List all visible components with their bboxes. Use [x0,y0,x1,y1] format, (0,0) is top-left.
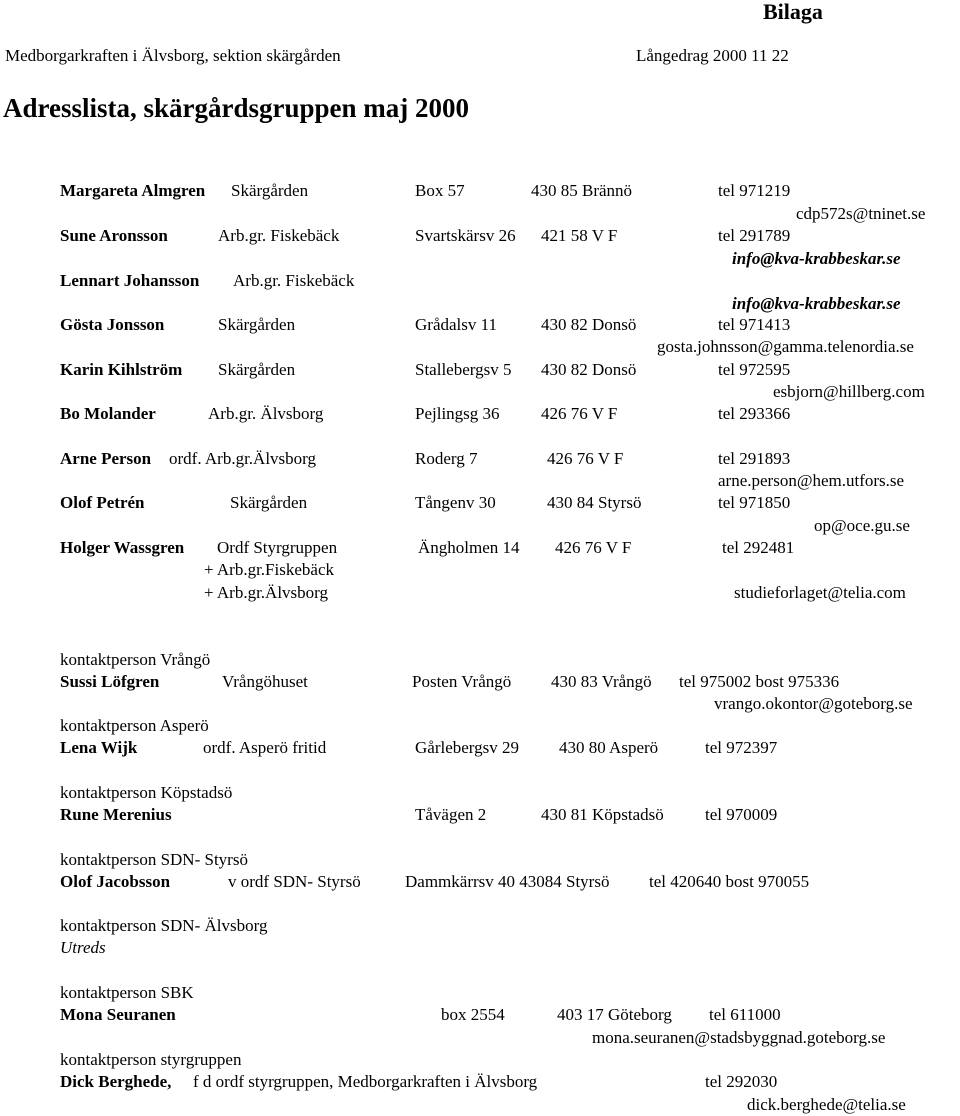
member-email: esbjorn@hillberg.com [773,382,925,401]
member-group: Ordf Styrgruppen [217,538,338,557]
member-street: Box 57 [415,181,465,200]
member-email: studieforlaget@telia.com [734,583,906,602]
page-title: Adresslista, skärgårdsgruppen maj 2000 [3,93,470,123]
member-postal: 430 82 Donsö [541,360,637,379]
contact-role: kontaktperson Vrångö [60,650,211,669]
contact-postal: 403 17 Göteborg [557,1005,672,1024]
member-name: Karin Kihlström [60,360,183,379]
contact-role: kontaktperson SBK [60,983,194,1002]
member-group-tertiary: + Arb.gr.Älvsborg [204,583,329,602]
contact-email: vrango.okontor@goteborg.se [714,694,913,713]
contact-role: kontaktperson Köpstadsö [60,783,233,802]
contact-phone: tel 970009 [705,805,778,824]
member-postal: 430 84 Styrsö [547,493,642,512]
contact-street: Gårlebergsv 29 [415,738,520,757]
contact-phone: tel 975002 bost 975336 [679,672,840,691]
contact-postal: 430 80 Asperö [559,738,659,757]
member-email: info@kva-krabbeskar.se [732,249,901,268]
member-postal: 426 76 V F [547,449,624,468]
member-postal: 426 76 V F [555,538,632,557]
member-postal: 430 82 Donsö [541,315,637,334]
member-postal: 421 58 V F [541,226,618,245]
contact-org: ordf. Asperö fritid [203,738,327,757]
member-group: Skärgården [218,315,296,334]
member-postal: 430 85 Brännö [531,181,633,200]
contact-email: mona.seuranen@stadsbyggnad.goteborg.se [592,1028,886,1047]
member-street: Tångenv 30 [415,493,496,512]
member-group: Arb.gr. Fiskebäck [233,271,355,290]
member-name: Gösta Jonsson [60,315,165,334]
contact-phone: tel 420640 bost 970055 [649,872,810,891]
contact-org: Vrångöhuset [222,672,308,691]
place-date: Långedrag 2000 11 22 [636,46,789,65]
member-group: Arb.gr. Fiskebäck [218,226,340,245]
member-name: Margareta Almgren [60,181,206,200]
member-group: Skärgården [218,360,296,379]
member-group: ordf. Arb.gr.Älvsborg [169,449,317,468]
member-email: op@oce.gu.se [814,516,910,535]
organization-name: Medborgarkraften i Älvsborg, sektion skärgården [5,46,341,65]
member-email: cdp572s@tninet.se [796,204,926,223]
member-phone: tel 972595 [718,360,791,379]
contact-role: kontaktperson styrgruppen [60,1050,242,1069]
member-name: Holger Wassgren [60,538,185,557]
contact-role: kontaktperson Asperö [60,716,209,735]
contact-role: kontaktperson SDN- Styrsö [60,850,248,869]
contact-name: Mona Seuranen [60,1005,176,1024]
member-group: Skärgården [230,493,308,512]
member-email: arne.person@hem.utfors.se [718,471,905,490]
appendix-label: Bilaga [763,0,823,24]
contact-phone: tel 611000 [709,1005,781,1024]
contact-phone: tel 292030 [705,1072,778,1091]
contact-org: f d ordf styrgruppen, Medborgarkraften i Älvsborg [193,1072,538,1091]
contact-name: Lena Wijk [60,738,138,757]
contact-postal: 430 81 Köpstadsö [541,805,664,824]
contact-street: Posten Vrångö [412,672,512,691]
member-group: Skärgården [231,181,309,200]
contact-name: Rune Merenius [60,805,172,824]
member-name: Bo Molander [60,404,156,423]
member-street: Ängholmen 14 [418,538,520,557]
contact-street: box 2554 [441,1005,505,1024]
contact-street: Tåvägen 2 [415,805,487,824]
member-street: Pejlingsg 36 [415,404,500,423]
contact-email: dick.berghede@telia.se [747,1095,906,1114]
contact-name: Dick Berghede, [60,1072,172,1091]
contact-postal: 430 83 Vrångö [551,672,652,691]
member-name: Olof Petrén [60,493,145,512]
member-phone: tel 291893 [718,449,791,468]
member-name: Lennart Johansson [60,271,200,290]
contact-role: kontaktperson SDN- Älvsborg [60,916,268,935]
contact-street: Dammkärrsv 40 43084 Styrsö [405,872,610,891]
member-street: Svartskärsv 26 [415,226,516,245]
member-email: gosta.johnsson@gamma.telenordia.se [657,337,914,356]
member-group: Arb.gr. Älvsborg [208,404,324,423]
member-phone: tel 291789 [718,226,791,245]
contact-name: Olof Jacobsson [60,872,171,891]
member-phone: tel 292481 [722,538,795,557]
member-street: Stallebergsv 5 [415,360,512,379]
member-postal: 426 76 V F [541,404,618,423]
member-street: Grådalsv 11 [415,315,497,334]
member-phone: tel 971413 [718,315,791,334]
member-group-secondary: + Arb.gr.Fiskebäck [204,560,334,579]
contact-org: v ordf SDN- Styrsö [228,872,361,891]
contact-name: Utreds [60,938,106,957]
member-phone: tel 971850 [718,493,791,512]
member-name: Arne Person [60,449,152,468]
member-email: info@kva-krabbeskar.se [732,294,901,313]
contact-name: Sussi Löfgren [60,672,160,691]
member-phone: tel 293366 [718,404,791,423]
member-phone: tel 971219 [718,181,791,200]
member-name: Sune Aronsson [60,226,168,245]
contact-phone: tel 972397 [705,738,778,757]
member-street: Roderg 7 [415,449,478,468]
